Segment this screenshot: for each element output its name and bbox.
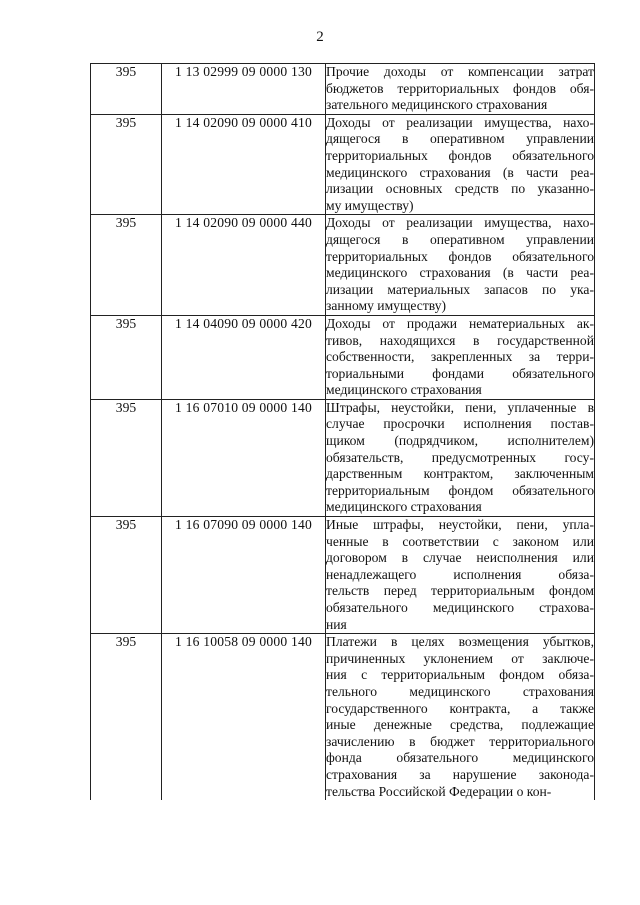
description-line: причиненных уклонением от заключе- xyxy=(326,650,594,666)
table-row xyxy=(91,517,595,634)
description-line: занному имуществу) xyxy=(326,298,447,314)
table-row xyxy=(91,399,595,516)
description-line: Штрафы, неустойки, пени, уплаченные в xyxy=(326,399,594,415)
admin-code-cell: 395 xyxy=(91,64,162,115)
description-line: медицинского страхования xyxy=(326,382,482,398)
description-line: Доходы от реализации имущества, нахо- xyxy=(326,215,594,231)
description-line: медицинского страхования (в части реа- xyxy=(326,164,594,180)
description-line: лизации материальных запасов по ука- xyxy=(326,281,594,297)
table-row xyxy=(91,315,595,399)
description-line: ториальными фондами обязательного xyxy=(326,365,594,381)
income-description-cell xyxy=(326,215,595,316)
admin-code-cell: 395 xyxy=(91,634,162,800)
description-line: тельства Российской Федерации о кон- xyxy=(326,783,552,799)
description-line: ния с территориальным фондом обяза- xyxy=(326,667,594,683)
description-line: дящегося в оперативном управлении xyxy=(326,131,594,147)
description-line: тивов, находящихся в государственной xyxy=(326,332,594,348)
budget-code-cell: 1 16 10058 09 0000 140 xyxy=(162,634,326,800)
description-line: Доходы от продажи нематериальных ак- xyxy=(326,315,594,331)
description-line: территориальным фондом обязательного xyxy=(326,482,594,498)
description-line: ченные в соответствии с законом или xyxy=(326,533,594,549)
budget-code-cell: 1 14 02090 09 0000 410 xyxy=(162,114,326,215)
description-line: фонда обязательного медицинского xyxy=(326,750,594,766)
admin-code-cell: 395 xyxy=(91,315,162,399)
description-line: Иные штрафы, неустойки, пени, упла- xyxy=(326,517,594,533)
budget-code-cell: 1 16 07090 09 0000 140 xyxy=(162,517,326,634)
description-line: иные денежные средства, подлежащие xyxy=(326,717,594,733)
table-row xyxy=(91,634,595,800)
description-line: дящегося в оперативном управлении xyxy=(326,231,594,247)
description-line: Доходы от реализации имущества, нахо- xyxy=(326,114,594,130)
admin-code-cell: 395 xyxy=(91,399,162,516)
description-line: лизации основных средств по указанно- xyxy=(326,181,594,197)
description-line: договором в случае неисполнения или xyxy=(326,550,594,566)
income-description-cell xyxy=(326,315,595,399)
table-body xyxy=(91,64,595,801)
budget-code-cell: 1 13 02999 09 0000 130 xyxy=(162,64,326,115)
income-description-cell xyxy=(326,64,595,115)
description-line: ния xyxy=(326,616,347,632)
income-description-cell xyxy=(326,399,595,516)
description-line: дарственным контрактом, заключенным xyxy=(326,466,594,482)
budget-code-cell: 1 14 02090 09 0000 440 xyxy=(162,215,326,316)
description-line: страхования за нарушение законода- xyxy=(326,766,594,782)
description-line: бюджетов территориальных фондов обя- xyxy=(326,80,594,96)
description-line: Прочие доходы от компенсации затрат xyxy=(326,64,594,79)
description-line: тельств перед территориальным фондом xyxy=(326,583,594,599)
description-line: собственности, закрепленных за терри- xyxy=(326,349,594,365)
income-description-cell xyxy=(326,634,595,800)
description-line: медицинского страхования xyxy=(326,499,482,515)
description-line: медицинского страхования (в части реа- xyxy=(326,265,594,281)
income-description-cell xyxy=(326,517,595,634)
description-line: территориальных фондов обязательного xyxy=(326,248,594,264)
table-row xyxy=(91,114,595,215)
description-line: территориальных фондов обязательного xyxy=(326,147,594,163)
description-line: обязательного медицинского страхова- xyxy=(326,600,594,615)
admin-code-cell: 395 xyxy=(91,114,162,215)
description-line: ненадлежащего исполнения обяза- xyxy=(326,566,594,582)
description-line: тельного медицинского страхования xyxy=(326,683,594,699)
description-line: Платежи в целях возмещения убытков, xyxy=(326,634,594,650)
admin-code-cell: 395 xyxy=(91,215,162,316)
description-line: зательного медицинского страхования xyxy=(326,97,548,113)
budget-classification-table xyxy=(90,63,595,800)
description-line: щиком (подрядчиком, исполнителем) xyxy=(326,433,594,449)
description-line: государственного контракта, а также xyxy=(326,700,594,716)
table-row xyxy=(91,64,595,115)
description-line: случае просрочки исполнения постав- xyxy=(326,416,594,432)
page-number: 2 xyxy=(316,29,324,45)
description-line: зачислению в бюджет территориального xyxy=(326,733,594,749)
budget-code-cell: 1 14 04090 09 0000 420 xyxy=(162,315,326,399)
description-line: му имуществу) xyxy=(326,197,414,213)
budget-code-cell: 1 16 07010 09 0000 140 xyxy=(162,399,326,516)
description-line: обязательств, предусмотренных госу- xyxy=(326,449,594,465)
income-description-cell xyxy=(326,114,595,215)
table-row xyxy=(91,215,595,316)
admin-code-cell: 395 xyxy=(91,517,162,634)
